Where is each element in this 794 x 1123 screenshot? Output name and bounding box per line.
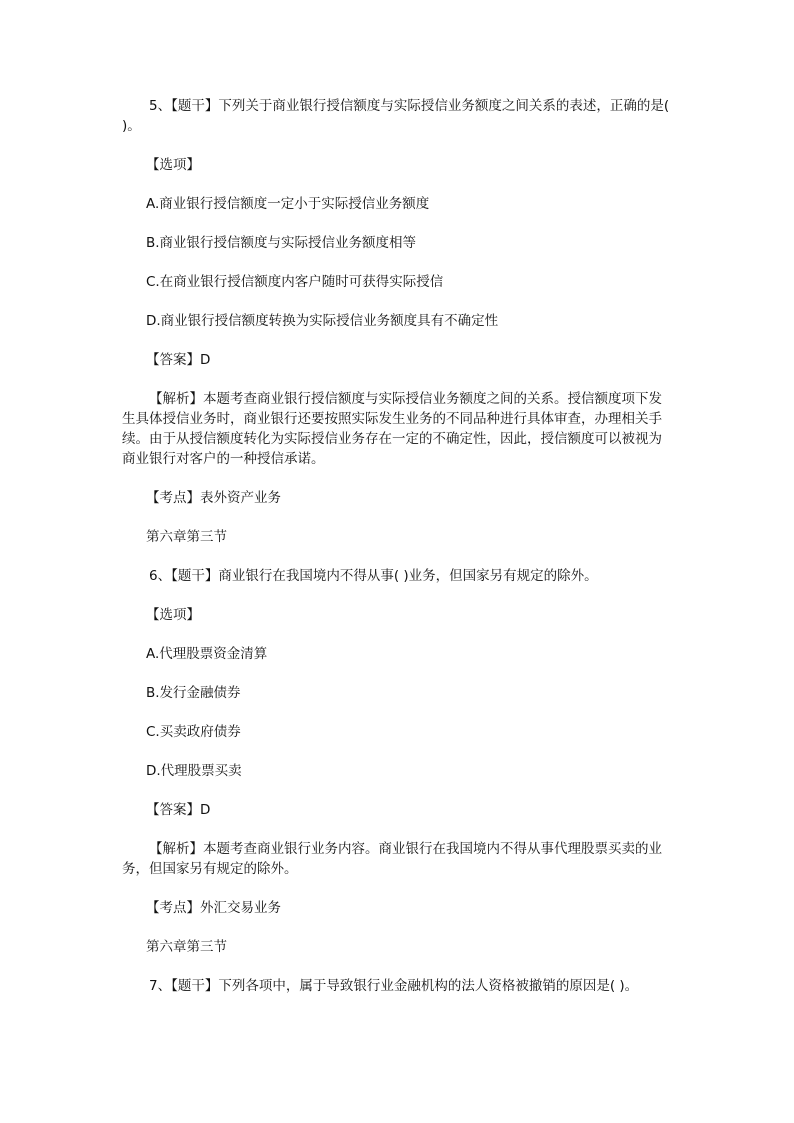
question-5-option-a: A.商业银行授信额度一定小于实际授信业务额度: [146, 196, 430, 212]
question-6-option-c: C.买卖政府债券: [146, 724, 241, 740]
question-5-option-d: D.商业银行授信额度转换为实际授信业务额度具有不确定性: [146, 313, 499, 329]
question-5-option-c: C.在商业银行授信额度内客户随时可获得实际授信: [146, 274, 444, 290]
question-6-exam-point: 【考点】外汇交易业务: [146, 900, 281, 916]
question-5-stem: 5、【题干】下列关于商业银行授信额度与实际授信业务额度之间关系的表述，正确的是( )。: [122, 98, 670, 134]
question-6-stem: 6、【题干】商业银行在我国境内不得从事( )业务，但国家另有规定的除外。: [149, 568, 598, 584]
question-5-options-label: 【选项】: [146, 157, 200, 173]
question-5-analysis: 【解析】本题考查商业银行授信额度与实际授信业务额度之间的关系。授信额度项下发生具体授信业务时，商业银行还要按照实际发生业务的不同品种进行具体审查，办理相关手续。由于从授信额度转化为实际授信业务存在一定的不确定性，因此，授信额度可以被视为商业银行对客户的一种授信承诺。: [122, 391, 662, 467]
question-6-section: 第六章第三节: [146, 939, 227, 955]
question-6-analysis: 【解析】本题考查商业银行业务内容。商业银行在我国境内不得从事代理股票买卖的业务，但国家另有规定的除外。: [122, 841, 662, 877]
document-body: [122, 96, 674, 1015]
question-5-option-b: B.商业银行授信额度与实际授信业务额度相等: [146, 235, 417, 251]
question-6-option-a: A.代理股票资金清算: [146, 646, 268, 662]
question-5-section: 第六章第三节: [146, 529, 227, 545]
question-5-answer: 【答案】D: [146, 352, 211, 368]
question-6-answer: 【答案】D: [146, 802, 211, 818]
question-6-option-d: D.代理股票买卖: [146, 763, 242, 779]
question-6-option-b: B.发行金融债券: [146, 685, 241, 701]
question-7-stem: 7、【题干】下列各项中，属于导致银行业金融机构的法人资格被撤销的原因是( )。: [149, 978, 639, 994]
question-5-exam-point: 【考点】表外资产业务: [146, 490, 281, 506]
question-6-options-label: 【选项】: [146, 607, 200, 623]
